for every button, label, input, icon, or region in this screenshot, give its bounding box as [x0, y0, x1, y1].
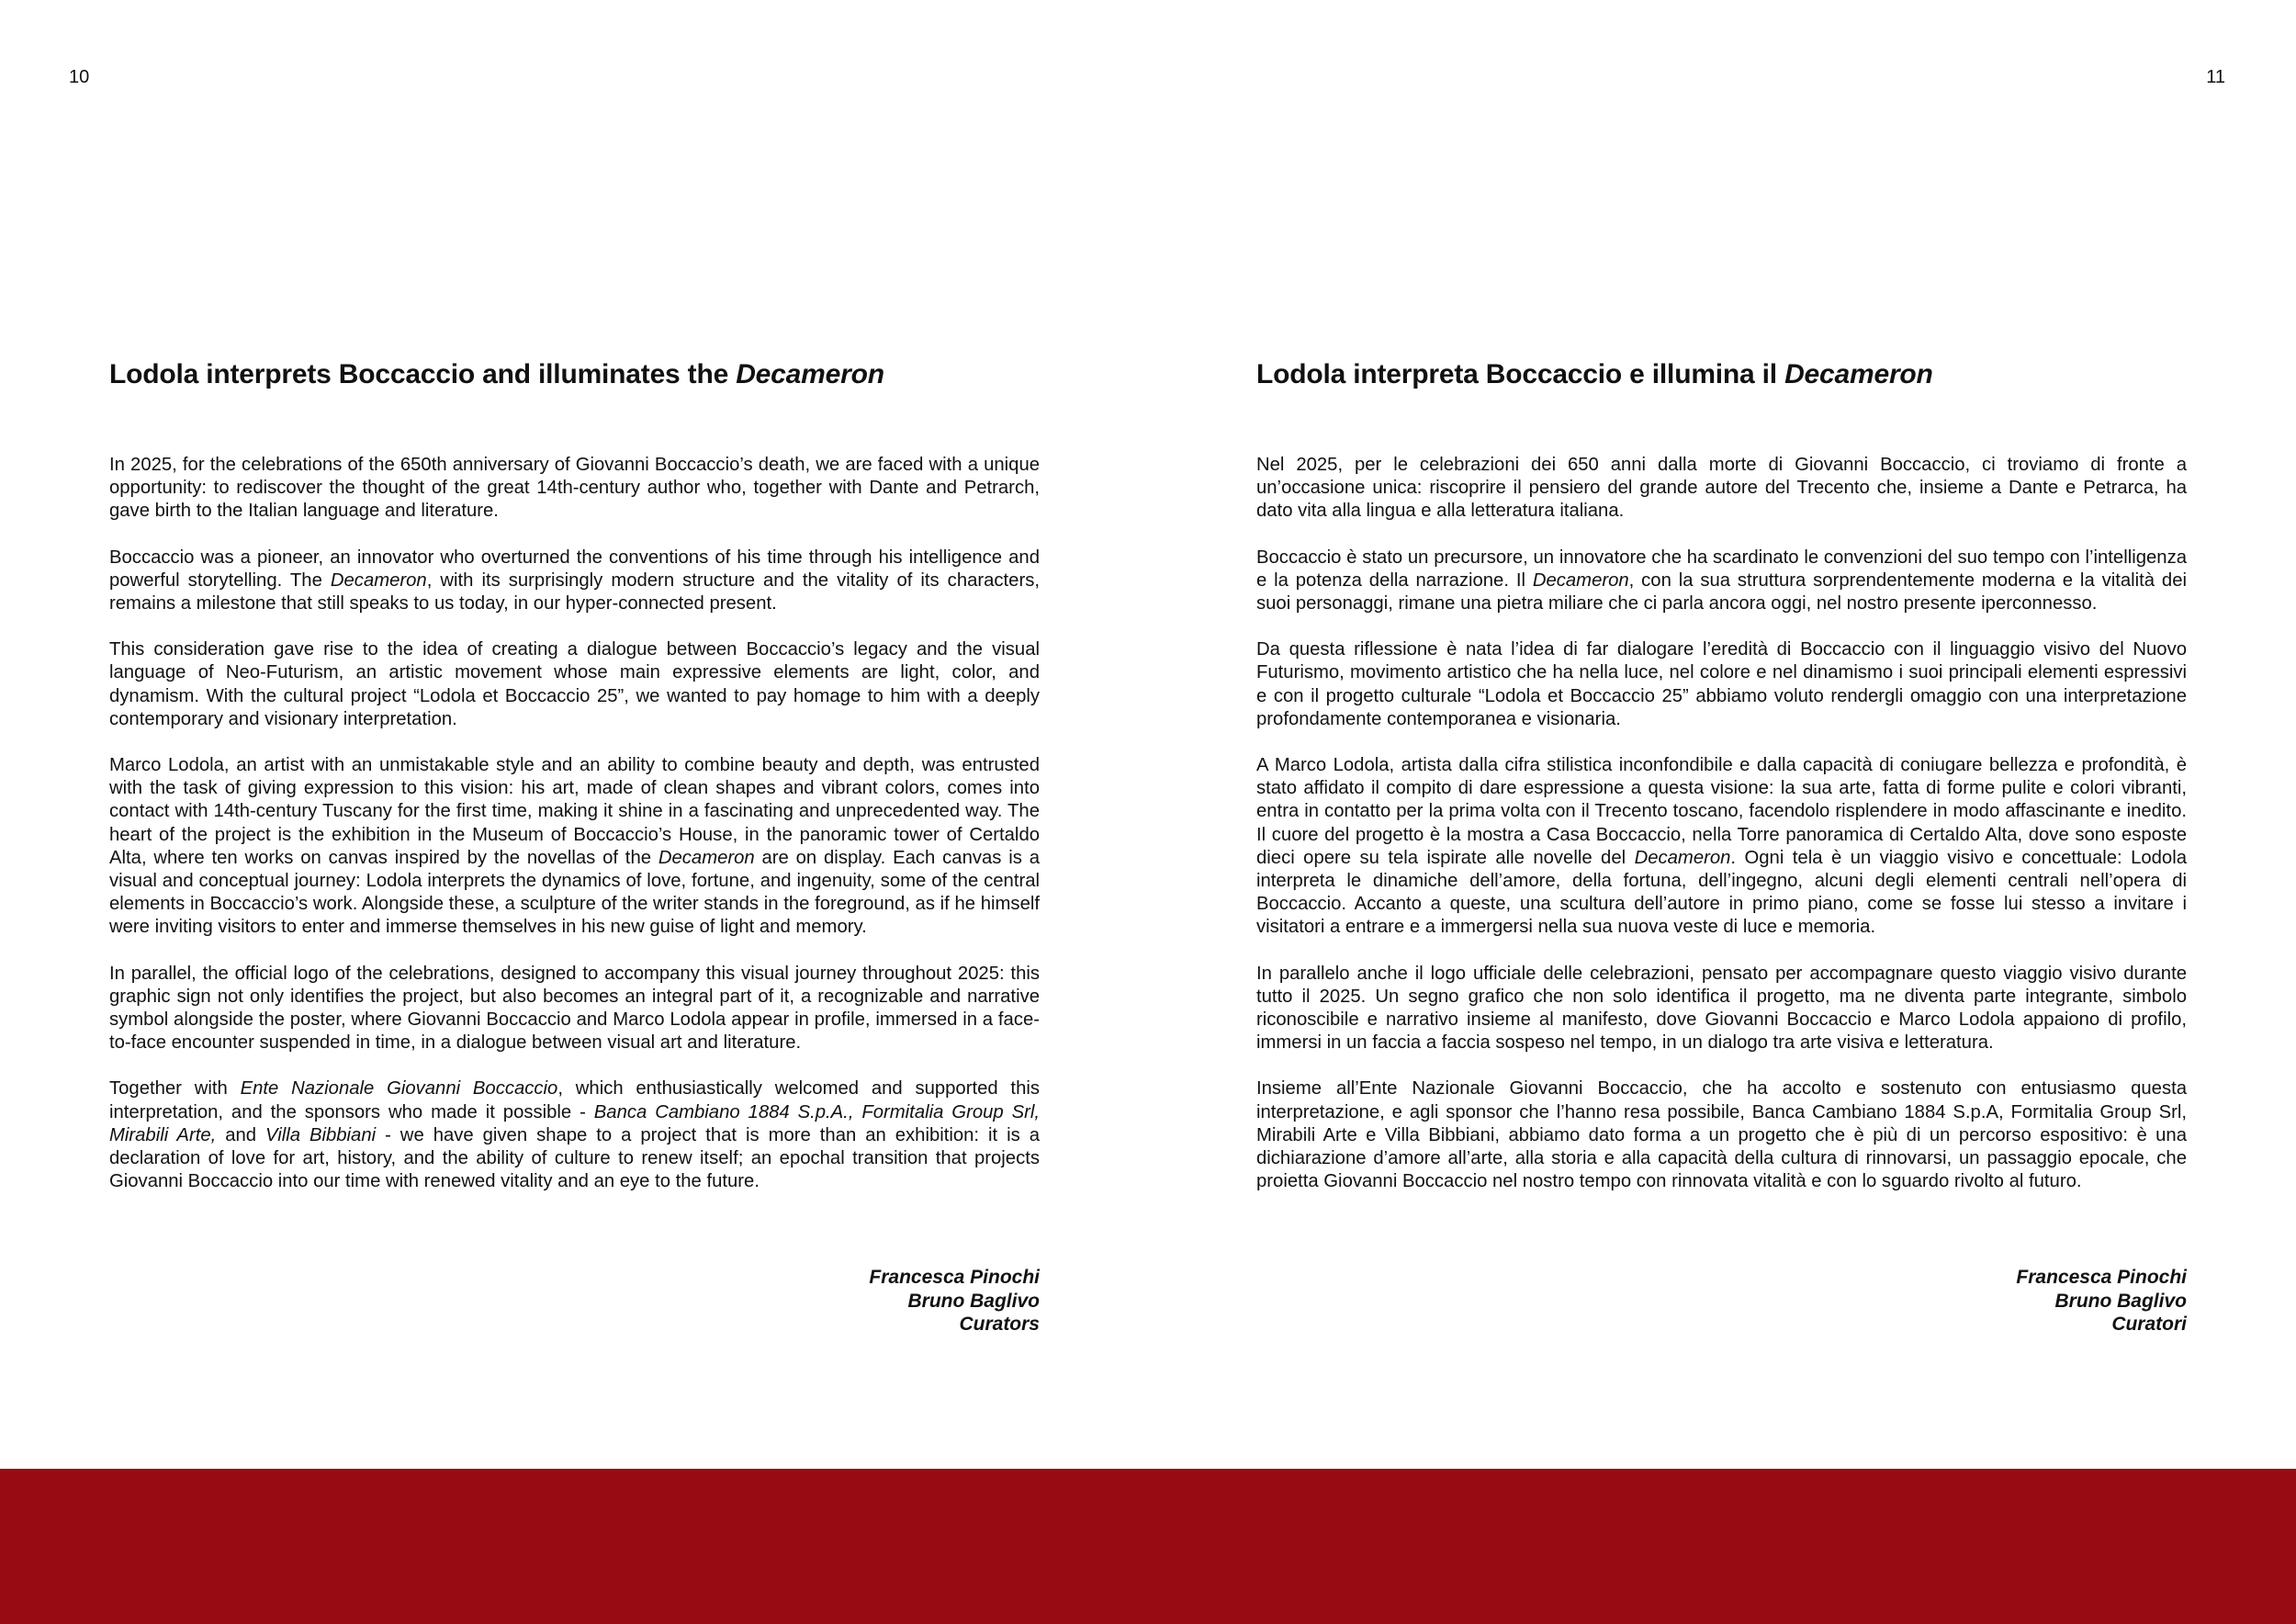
left-body-text [109, 454, 1040, 1193]
right-title-text: Lodola interpreta Boccaccio e illumina il [1256, 359, 1785, 389]
left-title-emphasis: Decameron [736, 359, 884, 389]
right-body-text [1256, 454, 2187, 1193]
left-paragraph-3: This consideration gave rise to the idea of creating a dialogue between Boccaccio’s legacy and the visual language of Neo-Futurism, an artistic movement whose main expressive elements are light, color, and dynamism. With the cultural project “Lodola et Boccaccio 25”, we wanted to pay homage to him with a deeply contemporary and visionary interpretation. [109, 639, 1040, 729]
right-page-column [1256, 356, 2187, 1335]
right-paragraph-3: Da questa riflessione è nata l’idea di far dialogare l’eredità di Boccaccio con il linguaggio visivo del Nuovo Futurismo, movimento artistico che ha nella luce, nel colore e nel dinamismo i suoi principali elementi espressivi e con il progetto culturale “Lodola et Boccaccio 25” abbiamo voluto rendergli omaggio con una interpretazione profondamente contemporanea e visionaria. [1256, 639, 2187, 729]
page-number-left: 10 [69, 67, 90, 87]
left-title-text: Lodola interprets Boccaccio and illuminates the [109, 359, 737, 389]
left-paragraph-5: In parallel, the official logo of the celebrations, designed to accompany this visual journey throughout 2025: this graphic sign not only identifies the project, but also becomes an integral part of it, a recognizable and narrative symbol alongside the poster, where Giovanni Boccaccio and Marco Lodola appear in profile, immersed in a face-to-face encounter suspended in time, in a dialogue between visual art and literature. [109, 963, 1040, 1054]
signature-role: Curators [959, 1314, 1040, 1335]
left-signature [869, 1266, 1040, 1336]
left-paragraph-1: In 2025, for the celebrations of the 650th anniversary of Giovanni Boccaccio’s death, we are faced with a unique opportunity: to rediscover the thought of the great 14th-century author who, together with Dante and Petrarch, gave birth to the Italian language and literature. [109, 455, 1040, 522]
right-paragraph-2: Boccaccio è stato un precursore, un innovatore che ha scardinato le convenzioni del suo tempo con l’intelligenza e la potenza della narrazione. Il Decameron, con la sua struttura sorprendentemente moderna e la vitalità dei suoi personaggi, rimane una pietra miliare che ci parla ancora oggi, nel nostro presente iperconnesso. [1256, 547, 2187, 615]
right-page-title [1256, 356, 2187, 393]
left-paragraph-2: Boccaccio was a pioneer, an innovator who overturned the conventions of his time through his intelligence and powerful storytelling. The Decameron, with its surprisingly modern structure and the vitality of its characters, remains a milestone that still speaks to us today, in our hyper-connected present. [109, 547, 1040, 615]
right-title-emphasis: Decameron [1784, 359, 1933, 389]
left-paragraph-6: Together with Ente Nazionale Giovanni Boccaccio, which enthusiastically welcomed and supported this interpretation, and the sponsors who made it possible - Banca Cambiano 1884 S.p.A., Formitalia Group Srl, Mirabili Arte, and Villa Bibbiani - we have given shape to a project that is more than an exhibition: it is a declaration of love for art, history, and the ability of culture to renew itself; an epochal transition that projects Giovanni Boccaccio into our time with renewed vitality and an eye to the future. [109, 1078, 1041, 1192]
right-paragraph-6: Insieme all’Ente Nazionale Giovanni Boccaccio, che ha accolto e sostenuto con entusiasmo questa interpretazione, e agli sponsor che l’hanno resa possibile, Banca Cambiano 1884 S.p.A, Formitalia Group Srl, Mirabili Arte e Villa Bibbiani, abbiamo dato forma a un progetto che è più di un percorso espositivo: è una dichiarazione d’amore all’arte, alla storia e alla capacità della cultura di rinnovarsi, un passaggio epocale, che proietta Giovanni Boccaccio nel nostro tempo con rinnovata vitalità e con lo sguardo rivolto al futuro. [1256, 1078, 2187, 1192]
signature-name-2: Bruno Baglivo [907, 1290, 1040, 1312]
signature-name-2: Bruno Baglivo [2054, 1290, 2187, 1312]
right-signature [2016, 1266, 2187, 1336]
left-page-column [109, 356, 1041, 1335]
page-number-right: 11 [2206, 67, 2225, 87]
footer-color-band [0, 1469, 2296, 1624]
signature-name-1: Francesca Pinochi [2016, 1267, 2187, 1288]
right-paragraph-1: Nel 2025, per le celebrazioni dei 650 anni dalla morte di Giovanni Boccaccio, ci troviamo di fronte a un’occasione unica: riscoprire il pensiero del grande autore del Trecento che, insieme a Dante e Petrarca, ha dato vita alla lingua e alla letteratura italiana. [1256, 455, 2187, 522]
right-paragraph-4: A Marco Lodola, artista dalla cifra stilistica inconfondibile e dalla capacità di coniugare bellezza e profondità, è stato affidato il compito di dare espressione a questa visione: la sua arte, fatta di forme pulite e colori vibranti, entra in contatto per la prima volta con il Trecento toscano, facendolo risplendere in modo affascinante e inedito. Il cuore del progetto è la mostra a Casa Boccaccio, nella Torre panoramica di Certaldo Alta, dove sono esposte dieci opere su tela ispirate alle novelle del Decameron. Ogni tela è un viaggio visivo e concettuale: Lodola interpreta le dinamiche dell’amore, della fortuna, dell’ingegno, alcuni degli elementi centrali nell’opera di Boccaccio. Accanto a queste, una scultura dell’autore in primo piano, come se fosse lui stesso a invitare i visitatori a entrare e a immergersi nella sua nuova veste di luce e memoria. [1256, 755, 2187, 938]
left-paragraph-4: Marco Lodola, an artist with an unmistakable style and an ability to combine beauty and depth, was entrusted with the task of giving expression to this vision: his art, made of clean shapes and vibrant colors, comes into contact with 14th-century Tuscany for the first time, making it shine in a fascinating and unprecedented way. The heart of the project is the exhibition in the Museum of Boccaccio’s House, in the panoramic tower of Certaldo Alta, where ten works on canvas inspired by the novellas of the Decameron are on display. Each canvas is a visual and conceptual journey: Lodola interprets the dynamics of love, fortune, and ingenuity, some of the central elements in Boccaccio’s work. Alongside these, a sculpture of the writer stands in the foreground, as if he himself were inviting visitors to enter and immerse themselves in his new guise of light and memory. [109, 755, 1040, 938]
signature-name-1: Francesca Pinochi [869, 1267, 1040, 1288]
left-page-title [109, 356, 1040, 393]
signature-role: Curatori [2111, 1314, 2187, 1335]
right-paragraph-5: In parallelo anche il logo ufficiale delle celebrazioni, pensato per accompagnare questo viaggio visivo durante tutto il 2025. Un segno grafico che non solo identifica il progetto, ma ne diventa parte integrante, simbolo riconoscibile e narrativo insieme al manifesto, dove Giovanni Boccaccio e Marco Lodola appaiono di profilo, immersi in un faccia a faccia sospeso nel tempo, in un dialogo tra arte visiva e letteratura. [1256, 963, 2187, 1054]
